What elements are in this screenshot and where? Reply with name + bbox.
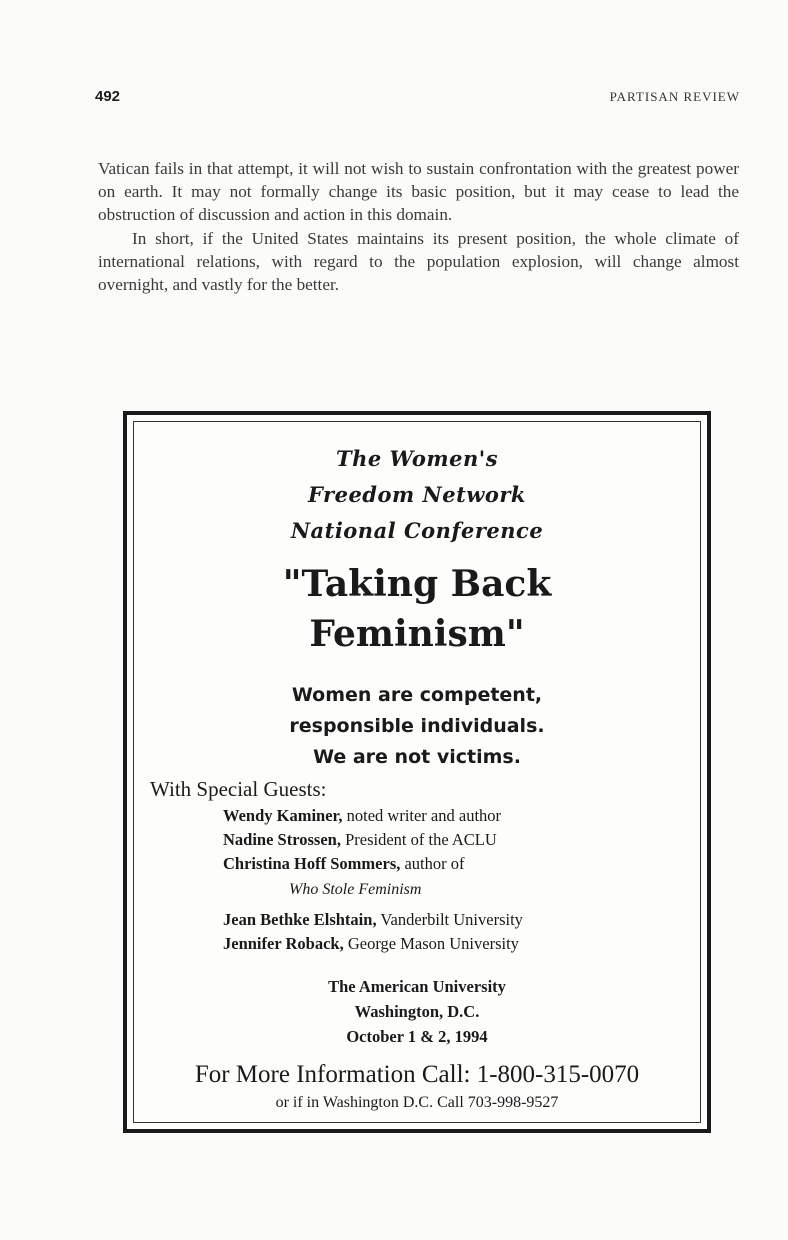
running-head: PARTISAN REVIEW: [609, 89, 740, 104]
conference-theme: Feminism": [309, 613, 525, 655]
guest-desc: George Mason University: [343, 934, 519, 953]
conference-dates: October 1 & 2, 1994: [346, 1027, 488, 1046]
motto-line: We are not victims.: [313, 746, 521, 768]
paragraph: In short, if the United States maintains its present position, the whole climate of international relations, with regard to the population explosion, will change almost overnight, and vastly for the better.: [98, 228, 739, 295]
conference-advertisement: [123, 411, 711, 1133]
page-number: 492: [95, 88, 121, 105]
guest-entry: [223, 910, 523, 930]
guest-desc: noted writer and author: [342, 806, 502, 825]
ad-inner-border: [133, 421, 701, 1123]
org-name-line: The Women's: [335, 446, 499, 471]
book-title: Who Stole Feminism: [289, 881, 422, 898]
guests-heading: With Special Guests:: [150, 777, 327, 801]
guest-name: Jean Bethke Elshtain,: [223, 910, 377, 929]
conference-title: National Conference: [290, 518, 544, 543]
guest-name: Christina Hoff Sommers,: [223, 854, 401, 873]
guest-entry: [223, 830, 497, 850]
venue-line: Washington, D.C.: [354, 1002, 480, 1021]
org-name-line: Freedom Network: [307, 482, 526, 507]
guest-name: Wendy Kaminer,: [223, 806, 343, 825]
motto-line: responsible individuals.: [289, 715, 545, 737]
venue-line: The American University: [328, 977, 506, 996]
guest-desc: President of the ACLU: [340, 830, 497, 849]
guest-entry: [223, 934, 519, 954]
guest-name: Nadine Strossen,: [223, 830, 341, 849]
info-phone-line: For More Information Call: 1-800-315-0070: [194, 1061, 640, 1088]
guest-entry: [223, 854, 465, 874]
paragraph: Vatican fails in that attempt, it will not wish to sustain confrontation with the greatest power on earth. It may not formally change its basic position, but it may cease to lead the obstruction of discussion and action in this domain.: [98, 159, 739, 225]
guest-entry: [223, 806, 501, 826]
dc-phone-line: or if in Washington D.C. Call 703-998-9527: [275, 1094, 559, 1111]
motto-line: Women are competent,: [291, 684, 543, 706]
conference-theme: "Taking Back: [282, 563, 552, 605]
article-text: [98, 157, 739, 296]
page-header: [95, 88, 740, 112]
guest-name: Jennifer Roback,: [223, 934, 344, 953]
guest-desc: author of: [400, 854, 465, 873]
guest-desc: Vanderbilt University: [376, 910, 523, 929]
